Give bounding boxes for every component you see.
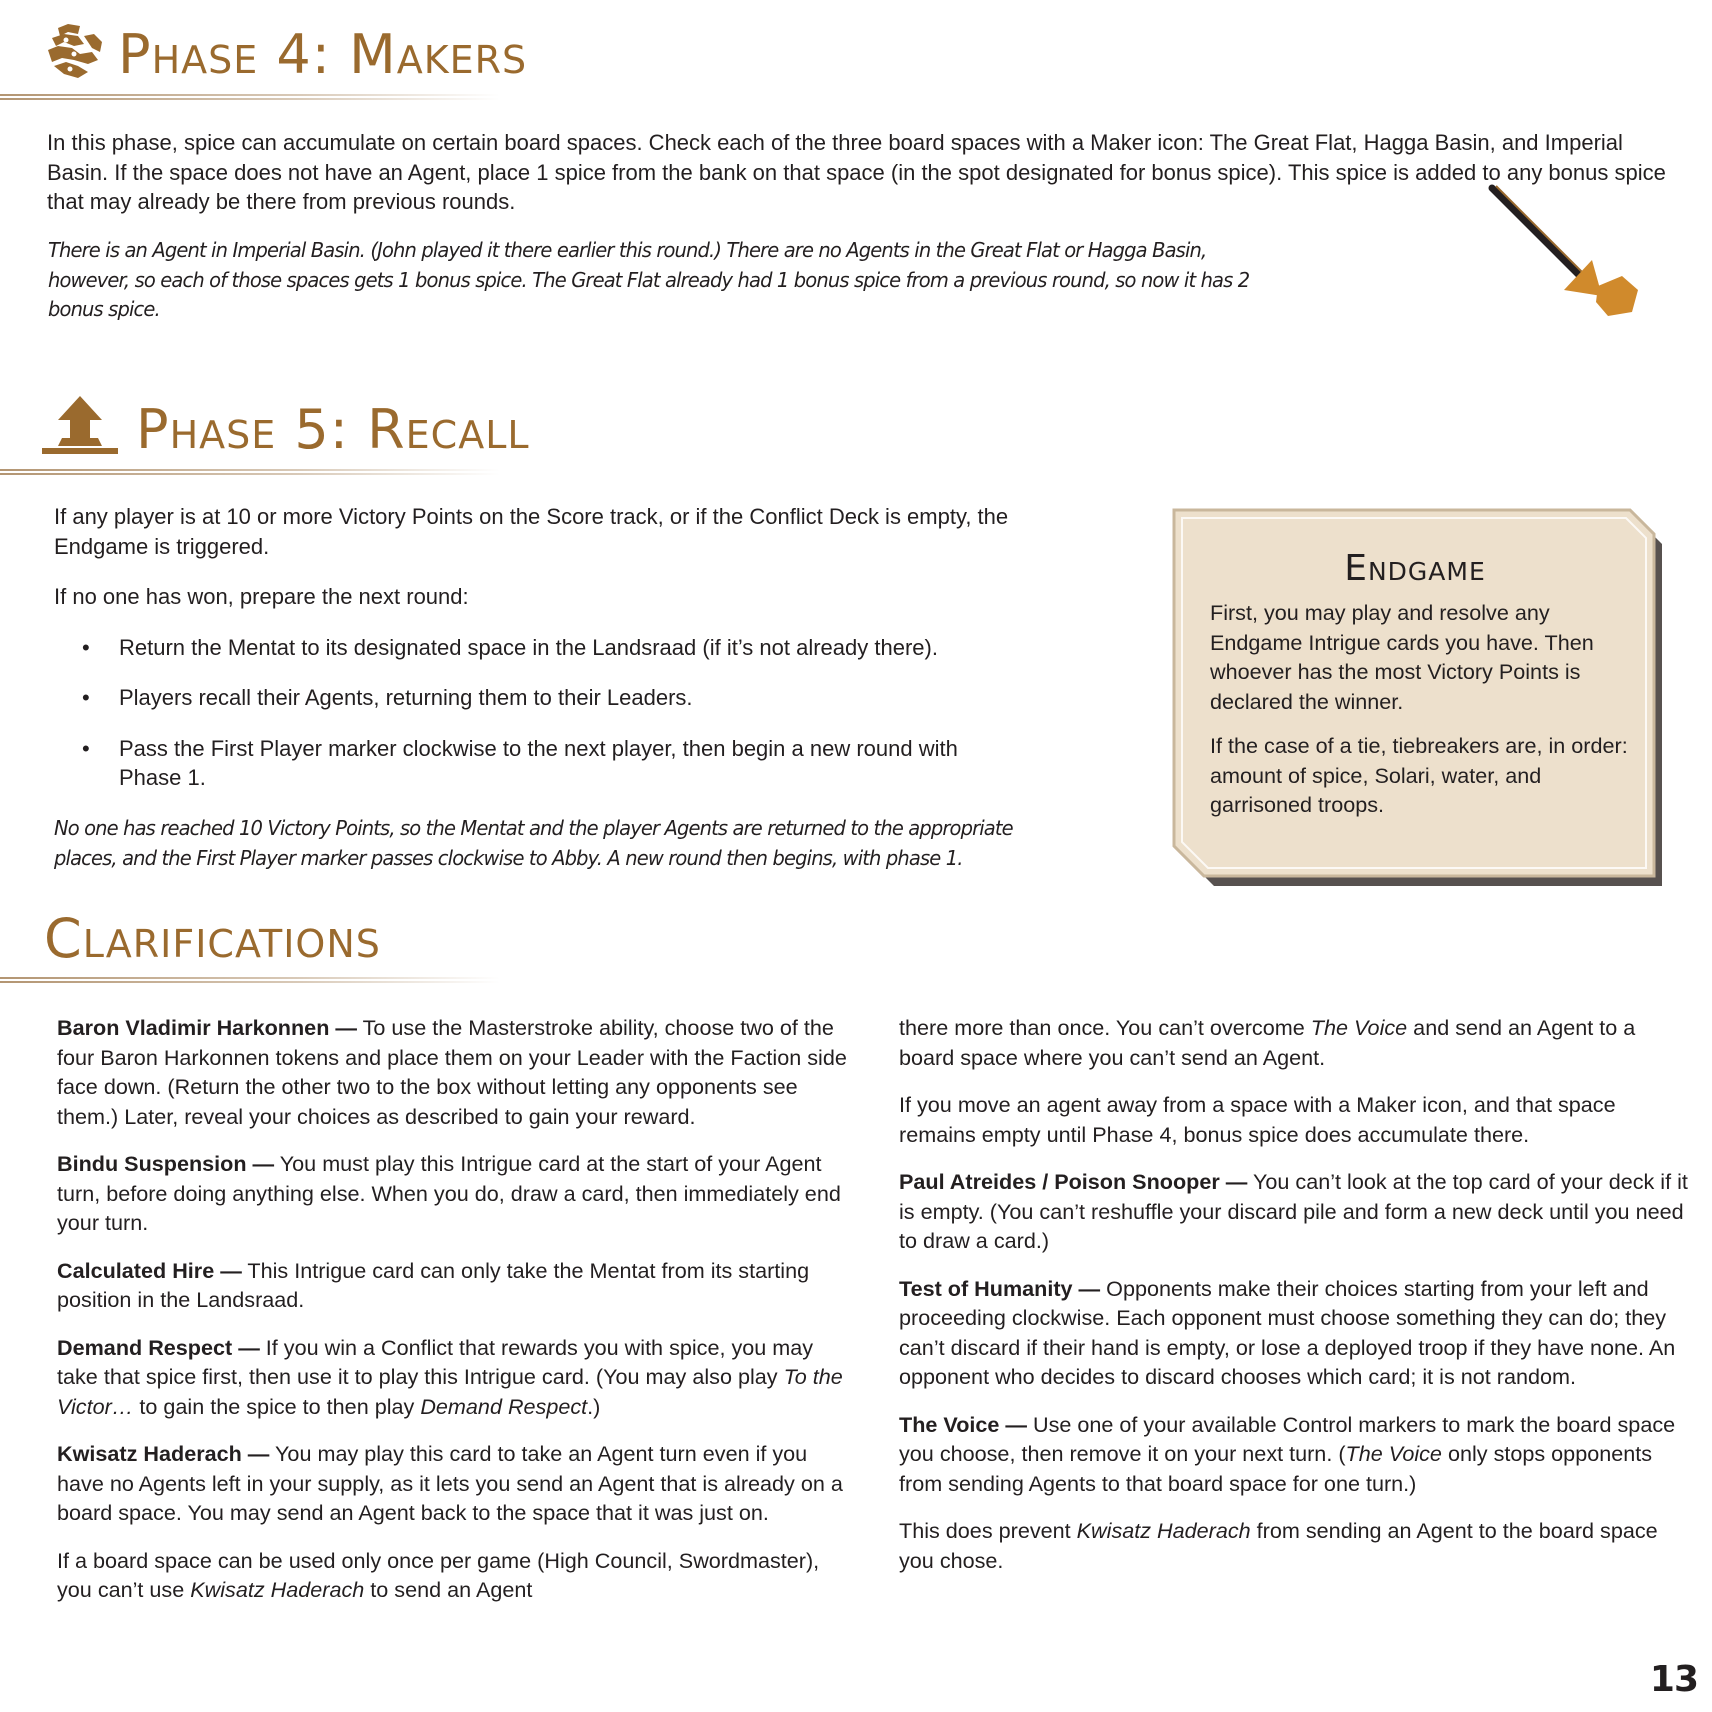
clar-hire-text: This Intrigue card can only take the Mentat from its starting position in the Landsraad.	[57, 1257, 810, 1312]
list-item: • Return the Mentat to its designated space in the Landsraad (if it’s not already there).	[54, 633, 1114, 663]
clar-demand	[57, 1333, 857, 1422]
phase5-p2: If no one has won, prepare the next round:	[54, 584, 469, 609]
clar-demand-text: .)	[587, 1393, 601, 1419]
clar-kh2-text: and send an Agent to a board space where you can’t send an Agent.	[899, 1015, 1636, 1070]
clar-prevent	[899, 1516, 1689, 1575]
clar-voice-em: The Voice	[1345, 1441, 1442, 1466]
endgame-text	[1210, 598, 1632, 835]
clar-hire-title: Calculated Hire —	[57, 1257, 242, 1283]
clar-voice-text: Use one of your available Control markers to mark the board space you choose, then remove it on your next turn. (	[899, 1411, 1676, 1466]
clar-kh-title: Kwisatz Haderach —	[57, 1441, 270, 1466]
clar-maker: If you move an agent away from a space with a Maker icon, and that space remains empty until Phase 4, bonus spice does accumulate there.	[899, 1092, 1616, 1147]
phase4-example: There is an Agent in Imperial Basin. (John played it there earlier this round.) There are no Agents in the Great Flat or Hagga Basin, however, so each of those spaces gets 1 bonus spice. The Great Flat already had 1 bonus spice from a previous round, so now it has 2 bonus spice.	[48, 238, 1250, 321]
phase4-rule	[0, 94, 500, 101]
phase5-rule	[0, 469, 500, 476]
phase5-content	[54, 502, 1114, 814]
clar-paul-text: You can’t look at the top card of your deck if it is empty. (You can’t reshuffle your discard pile and form a new deck until you need to draw a card.)	[899, 1169, 1688, 1253]
clar-voice-title: The Voice —	[899, 1411, 1027, 1437]
clar-test-title: Test of Humanity —	[899, 1275, 1101, 1301]
clar-kh2-em: Kwisatz Haderach	[190, 1577, 365, 1602]
clar-baron	[57, 1013, 857, 1131]
clar-kh2	[57, 1546, 857, 1606]
clar-kh2-continued	[899, 1013, 1689, 1072]
phase5-p1: If any player is at 10 or more Victory Points on the Score track, or if the Conflict Deck is empty, the Endgame is triggered.	[54, 504, 1009, 559]
clar-test	[899, 1274, 1689, 1392]
clar-kh2-em: The Voice	[1310, 1015, 1408, 1040]
clar-demand-text: If you win a Conflict that rewards you with spice, you may take that spice first, then use it to play this Intrigue card. (You may also play	[57, 1334, 814, 1389]
phase4-body: In this phase, spice can accumulate on certain board spaces. Check each of the three board spaces with a Maker icon: The Great Flat, Hagga Basin, and Imperial Basin. If the space does not have an Agent, place 1 spice from the bank on that space (in the spot designated for bonus spice). This spice is added to any bonus spice that may already be there from previous rounds.	[47, 130, 1666, 214]
endgame-panel	[1170, 506, 1660, 878]
clar-voice-text: only stops opponents from sending Agents to that board space for one turn.)	[899, 1441, 1653, 1496]
clar-hire	[57, 1256, 857, 1315]
clar-demand-text: to gain the spice to then play	[133, 1393, 421, 1419]
list-item: • Players recall their Agents, returning them to their Leaders.	[54, 683, 1114, 713]
phase5-bullets	[54, 633, 1114, 793]
clar-baron-title: Baron Vladimir Harkonnen —	[57, 1015, 357, 1040]
clar-paul-title: Paul Atreides / Poison Snooper —	[899, 1169, 1248, 1194]
clar-prevent-em: Kwisatz Haderach	[1076, 1518, 1251, 1543]
phase4-heading: Phase 4: Makers	[118, 23, 528, 86]
clar-kh-text: You may play this card to take an Agent turn even if you have no Agents left in your supply, as it lets you send an Agent that is already on a board space. You may send an Agent back to the space that it was just on.	[57, 1441, 843, 1525]
list-item: • Pass the First Player marker clockwise to the next player, then begin a new round with Phase 1.	[54, 734, 999, 793]
phase5-heading: Phase 5: Recall	[136, 398, 530, 461]
clar-bindu-text: You must play this Intrigue card at the start of your Agent turn, before doing anything else. When you do, draw a card, then immediately end your turn.	[57, 1151, 841, 1235]
clar-paul	[899, 1167, 1689, 1256]
clar-kh2-cont-start: to send an Agent	[364, 1577, 533, 1602]
clarifications-rule	[0, 977, 500, 984]
clarifications-col-left	[57, 1013, 857, 1624]
clarifications-heading: Clarifications	[44, 907, 381, 970]
maker-worm-icon	[44, 22, 104, 80]
clar-prevent-text: from sending an Agent to the board space you chose.	[899, 1518, 1658, 1573]
endgame-p2: If the case of a tie, tiebreakers are, in order: amount of spice, Solari, water, and garrisoned troops.	[1210, 733, 1628, 817]
page-number: 13	[1649, 1659, 1698, 1700]
clar-demand-em: Demand Respect	[420, 1393, 588, 1419]
clar-kh2-text: If a board space can be used only once per game (High Council, Swordmaster), you can’t use	[57, 1547, 820, 1602]
clar-prevent-text: This does prevent	[899, 1518, 1077, 1543]
phase5-example: No one has reached 10 Victory Points, so the Mentat and the player Agents are returned to the appropriate places, and the First Player marker passes clockwise to Abby. A new round then begins, with phase 1.	[54, 816, 1013, 870]
clarifications-col-right	[899, 1013, 1689, 1593]
clar-kh	[57, 1439, 857, 1528]
clar-bindu-title: Bindu Suspension —	[57, 1151, 275, 1176]
clar-demand-em: To the Victor…	[57, 1364, 843, 1419]
recall-arrow-icon	[40, 394, 120, 456]
clar-baron-text: To use the Masterstroke ability, choose two of the four Baron Harkonnen tokens and place them on your Leader with the Faction side face down. (Return the other two to the box without letting any opponents see them.) Later, reveal your choices as described to gain your reward.	[57, 1015, 847, 1129]
clar-test-text: Opponents make their choices starting from your left and proceeding clockwise. Each opponent must choose something they can do; they can’t discard if their hand is empty, or lose a deployed troop if they have none. An opponent who decides to discard chooses which card; it is not random.	[899, 1275, 1676, 1389]
clar-bindu	[57, 1149, 857, 1238]
clar-kh2-cont: there more than once. You can’t overcome	[899, 1015, 1311, 1040]
clar-demand-title: Demand Respect —	[57, 1334, 260, 1360]
maker-arrow-icon	[1480, 180, 1650, 330]
endgame-title: Endgame	[1344, 548, 1486, 589]
endgame-p1: First, you may play and resolve any Endgame Intrigue cards you have. Then whoever has the most Victory Points is declared the winner.	[1210, 600, 1594, 714]
clar-voice	[899, 1410, 1689, 1499]
